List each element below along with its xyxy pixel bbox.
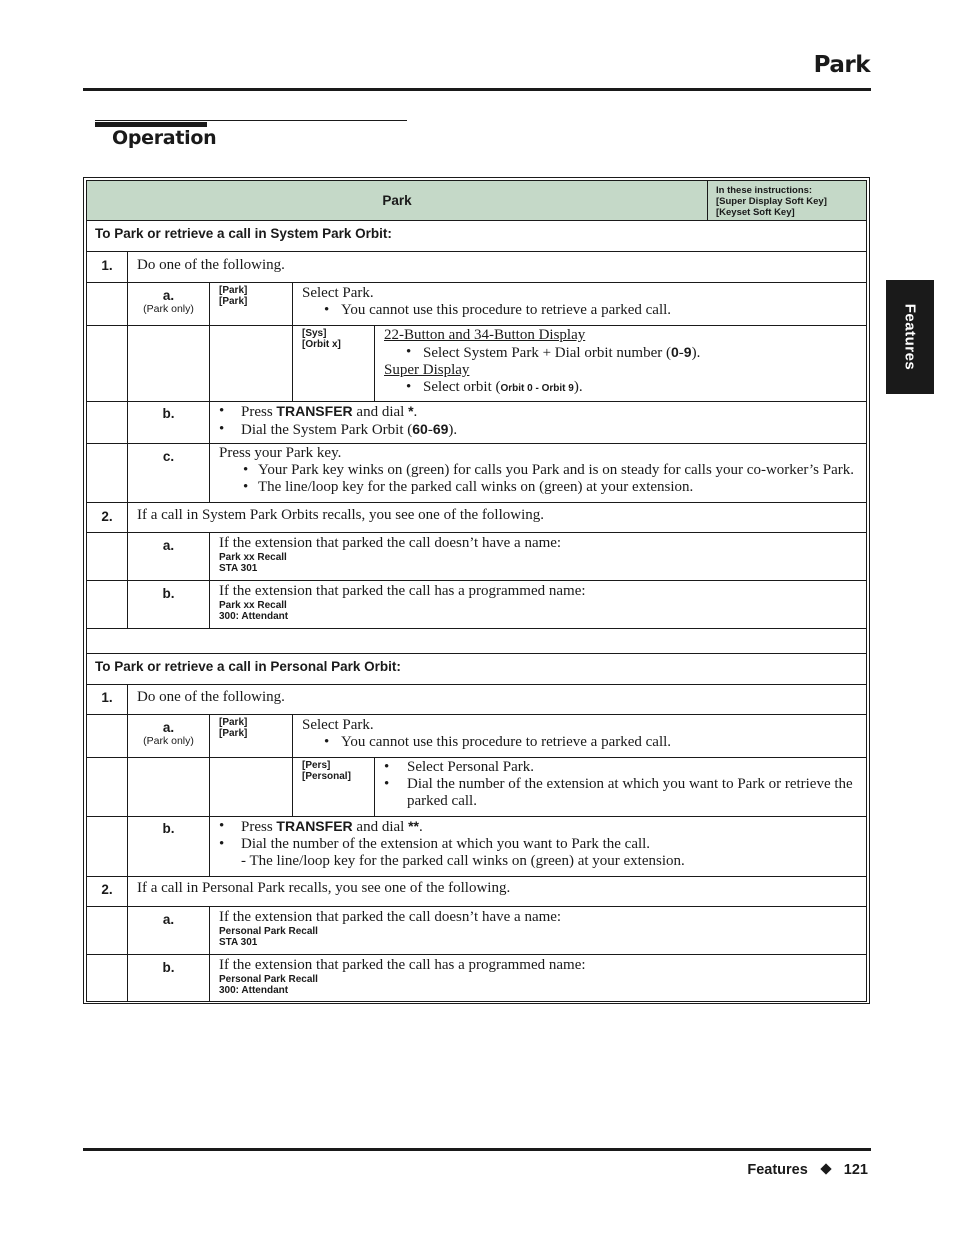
substep-letter-cell xyxy=(127,817,209,876)
soft-key: [Park] xyxy=(219,296,248,307)
substep-body xyxy=(209,402,866,443)
substep-note: (Park only) xyxy=(143,735,194,747)
bullet-item xyxy=(219,836,866,853)
substep-row xyxy=(86,402,867,444)
step-number: 2. xyxy=(101,509,113,524)
substep-letter-cell xyxy=(127,907,209,954)
range-dash: - xyxy=(678,345,684,361)
substep-letter-cell xyxy=(127,533,209,580)
substep-letter-cell xyxy=(127,581,209,628)
empty-cell xyxy=(127,326,209,401)
bullet-glyph: • xyxy=(384,759,390,775)
bullet-glyph: • xyxy=(243,479,249,495)
title-rule xyxy=(83,88,871,91)
substep-body xyxy=(209,581,866,628)
soft-key: [Park] xyxy=(219,728,248,739)
substep-body xyxy=(374,758,866,816)
bullet-item xyxy=(219,462,866,479)
substep-text: Select Park. xyxy=(302,285,374,301)
soft-key: [Orbit x] xyxy=(302,339,341,350)
substep-row xyxy=(86,907,867,955)
display-line: Personal Park Recall xyxy=(219,926,318,937)
substep-letter-cell xyxy=(127,444,209,502)
substep-body xyxy=(209,817,866,876)
substep-body xyxy=(209,533,866,580)
footer-section: Features xyxy=(747,1162,808,1178)
substep-row xyxy=(86,283,867,326)
bullet-glyph: • xyxy=(324,734,330,750)
substep-letter-cell xyxy=(127,715,209,757)
bullet-item xyxy=(384,344,866,362)
bullet-item xyxy=(384,776,856,810)
side-tab xyxy=(886,280,934,394)
orbit-digit: 9 xyxy=(683,344,692,360)
substep-row xyxy=(86,758,867,817)
step-text: If a call in Personal Park recalls, you see one of the following. xyxy=(127,877,866,906)
orbit-number: 69 xyxy=(432,421,449,437)
bullet-subline: - The line/loop key for the parked call winks on (green) at your extension. xyxy=(241,853,685,869)
step-number: 2. xyxy=(101,882,113,897)
step-row xyxy=(86,252,867,283)
substep-row xyxy=(86,955,867,1002)
substep-letter: a. xyxy=(162,288,175,303)
bullet-glyph: • xyxy=(406,344,412,360)
display-type: 22-Button and 34-Button Display xyxy=(384,327,586,343)
bullet-text: Select orbit ( xyxy=(423,379,501,395)
bullet-text: Press xyxy=(241,819,277,835)
substep-letter: b. xyxy=(162,406,175,421)
bullet-item xyxy=(384,379,866,397)
substep-body xyxy=(209,907,866,954)
instruction-table xyxy=(83,177,870,1004)
bullet-text: Your Park key winks on (green) for calls you Park and is on steady for calls your co-worker’s Park. xyxy=(258,462,854,478)
table-header-title: Park xyxy=(382,193,412,208)
step-text: If a call in System Park Orbits recalls, you see one of the following. xyxy=(127,503,866,532)
personal-section-heading xyxy=(86,654,867,685)
bullet-text: and dial xyxy=(352,819,409,835)
soft-key: [Park] xyxy=(219,285,248,296)
substep-letter-cell xyxy=(127,955,209,1001)
substep-letter: b. xyxy=(162,960,175,975)
bullet-text: . xyxy=(418,819,423,835)
step-row xyxy=(86,685,867,715)
substep-letter: b. xyxy=(162,586,175,601)
soft-key-cell xyxy=(209,283,292,325)
bullet-text: Select Personal Park. xyxy=(407,759,535,775)
soft-key-cell xyxy=(292,758,374,816)
table-header xyxy=(86,180,867,221)
dial-code: ** xyxy=(408,818,419,834)
substep-body xyxy=(209,955,866,1001)
note-line: In these instructions: xyxy=(716,185,813,196)
substep-text: Press your Park key. xyxy=(219,445,342,461)
bullet-text: Select System Park + Dial orbit number ( xyxy=(423,345,671,361)
substep-letter: c. xyxy=(162,449,175,464)
dial-code: * xyxy=(408,403,414,419)
substep-letter-cell xyxy=(127,402,209,443)
bullet-item xyxy=(302,302,866,319)
section-heading: Operation xyxy=(112,127,217,149)
key-name: TRANSFER xyxy=(276,818,353,834)
bullet-text: ). xyxy=(573,379,583,395)
section-title: To Park or retrieve a call in System Park Orbit: xyxy=(95,226,392,241)
bullet-text: The line/loop key for the parked call winks on (green) at your extension. xyxy=(258,479,694,495)
display-line: 300: Attendant xyxy=(219,985,289,996)
range-dash: - xyxy=(427,422,433,438)
display-line: STA 301 xyxy=(219,563,258,574)
display-line: 300: Attendant xyxy=(219,611,289,622)
bullet-text: and dial xyxy=(352,404,409,420)
step-row xyxy=(86,877,867,907)
bullet-text: Dial the number of the extension at which you want to Park the call. xyxy=(241,836,651,852)
page-number: 121 xyxy=(843,1162,868,1178)
substep-row xyxy=(86,533,867,581)
bullet-item xyxy=(302,734,866,751)
table-header-note xyxy=(707,181,866,220)
substep-letter: a. xyxy=(162,912,175,927)
display-line: Personal Park Recall xyxy=(219,974,318,985)
bullet-text: Dial the System Park Orbit ( xyxy=(241,422,413,438)
soft-key: [Personal] xyxy=(302,771,351,782)
substep-text: If the extension that parked the call doesn’t have a name: xyxy=(219,909,562,925)
note-line: [Keyset Soft Key] xyxy=(716,207,795,218)
footer-rule xyxy=(83,1148,871,1151)
bullet-glyph: • xyxy=(406,379,412,395)
soft-key: Orbit 0 - Orbit 9 xyxy=(500,383,574,394)
page-footer xyxy=(747,1162,868,1178)
bullet-glyph: • xyxy=(219,818,225,834)
substep-row xyxy=(86,817,867,877)
step-text: Do one of the following. xyxy=(127,252,866,282)
orbit-digit: 0 xyxy=(671,344,679,360)
section-title: To Park or retrieve a call in Personal Park Orbit: xyxy=(95,659,401,674)
substep-text: If the extension that parked the call has a programmed name: xyxy=(219,957,586,973)
step-number: 1. xyxy=(101,258,113,273)
step-text: Do one of the following. xyxy=(127,685,866,714)
system-section-heading xyxy=(86,221,867,252)
bullet-text: You cannot use this procedure to retrieve a parked call. xyxy=(341,734,672,750)
substep-row xyxy=(86,326,867,402)
key-name: TRANSFER xyxy=(276,403,353,419)
bullet-text: Dial the number of the extension at which you want to Park or retrieve the parked call. xyxy=(407,776,853,809)
soft-key: [Park] xyxy=(219,717,248,728)
substep-letter: b. xyxy=(162,821,175,836)
bullet-glyph: • xyxy=(384,776,390,792)
step-row xyxy=(86,503,867,533)
display-line: Park xx Recall xyxy=(219,552,287,563)
side-tab-label: Features xyxy=(901,303,919,371)
empty-cell xyxy=(209,758,292,816)
soft-key-cell xyxy=(292,326,374,401)
section-rule-thin xyxy=(95,120,407,121)
display-type: Super Display xyxy=(384,362,470,378)
substep-letter: a. xyxy=(162,538,175,553)
orbit-number: 60 xyxy=(412,421,428,437)
display-line: STA 301 xyxy=(219,937,258,948)
bullet-item xyxy=(219,403,866,421)
substep-body xyxy=(209,444,866,502)
soft-key: [Pers] xyxy=(302,760,331,771)
bullet-text: ). xyxy=(448,422,458,438)
substep-letter-cell xyxy=(127,283,209,325)
bullet-text: . xyxy=(413,404,418,420)
display-line: Park xx Recall xyxy=(219,600,287,611)
bullet-item xyxy=(219,818,866,836)
bullet-text: Press xyxy=(241,404,277,420)
empty-cell xyxy=(127,758,209,816)
empty-cell xyxy=(209,326,292,401)
bullet-item xyxy=(219,421,866,439)
bullet-glyph: • xyxy=(243,462,249,478)
bullet-item xyxy=(384,759,856,776)
page-title: Park xyxy=(813,52,870,78)
diamond-icon xyxy=(820,1163,831,1174)
bullet-glyph: • xyxy=(219,403,225,419)
bullet-glyph: • xyxy=(219,836,225,852)
soft-key-cell xyxy=(209,715,292,757)
substep-row xyxy=(86,581,867,629)
substep-row xyxy=(86,444,867,503)
bullet-glyph: • xyxy=(324,302,330,318)
bullet-text: You cannot use this procedure to retrieve a parked call. xyxy=(341,302,672,318)
substep-row xyxy=(86,715,867,758)
substep-body xyxy=(292,283,866,325)
substep-body xyxy=(292,715,866,757)
substep-note: (Park only) xyxy=(143,303,194,315)
bullet-glyph: • xyxy=(219,421,225,437)
bullet-text: ). xyxy=(691,345,701,361)
substep-text: If the extension that parked the call doesn’t have a name: xyxy=(219,535,562,551)
substep-text: Select Park. xyxy=(302,717,374,733)
display-options xyxy=(374,326,866,401)
substep-letter: a. xyxy=(162,720,175,735)
step-number: 1. xyxy=(101,690,113,705)
substep-text: If the extension that parked the call has a programmed name: xyxy=(219,583,586,599)
soft-key: [Sys] xyxy=(302,328,327,339)
spacer-row xyxy=(86,629,867,654)
bullet-item xyxy=(219,479,866,496)
note-line: [Super Display Soft Key] xyxy=(716,196,827,207)
